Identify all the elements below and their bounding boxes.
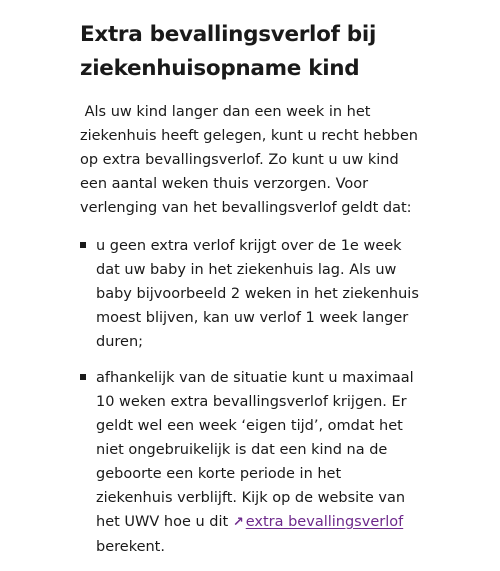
list-item xyxy=(80,234,420,354)
conditions-list xyxy=(80,234,420,559)
article-title: Extra bevallingsverlof bij ziekenhuisopname kind xyxy=(80,22,377,81)
list-item-text: u geen extra verlof krijgt over de 1e week dat uw baby in het ziekenhuis lag. Als uw baby bijvoorbeeld 2 weken in het ziekenhuis moest blijven, kan uw verlof 1 week langer duren; xyxy=(96,238,419,350)
list-item xyxy=(80,366,420,559)
article xyxy=(80,18,420,571)
square-bullet-icon xyxy=(80,374,86,380)
square-bullet-icon xyxy=(80,242,86,248)
intro-paragraph xyxy=(80,100,420,220)
external-link-arrow-icon[interactable]: ↗ xyxy=(232,515,244,530)
extra-bevallingsverlof-link[interactable]: extra bevallingsverlof xyxy=(245,514,404,530)
intro-text: Als uw kind langer dan een week in het ziekenhuis heeft gelegen, kunt u recht hebben op extra bevallingsverlof. Zo kunt u uw kind een aantal weken thuis verzorgen. Voor verlenging van het bevallingsverlof geldt dat: xyxy=(80,104,418,216)
list-item-text-end: berekent. xyxy=(96,539,165,555)
list-item-text: afhankelijk van de situatie kunt u maximaal 10 weken extra bevallingsverlof krijgen. Er geldt wel een week ‘eigen tijd’, omdat het niet ongebruikelijk is dat een kind na de geboorte een korte periode in het ziekenhuis verblijft. Kijk op de website van het UWV hoe u dit xyxy=(96,370,414,530)
